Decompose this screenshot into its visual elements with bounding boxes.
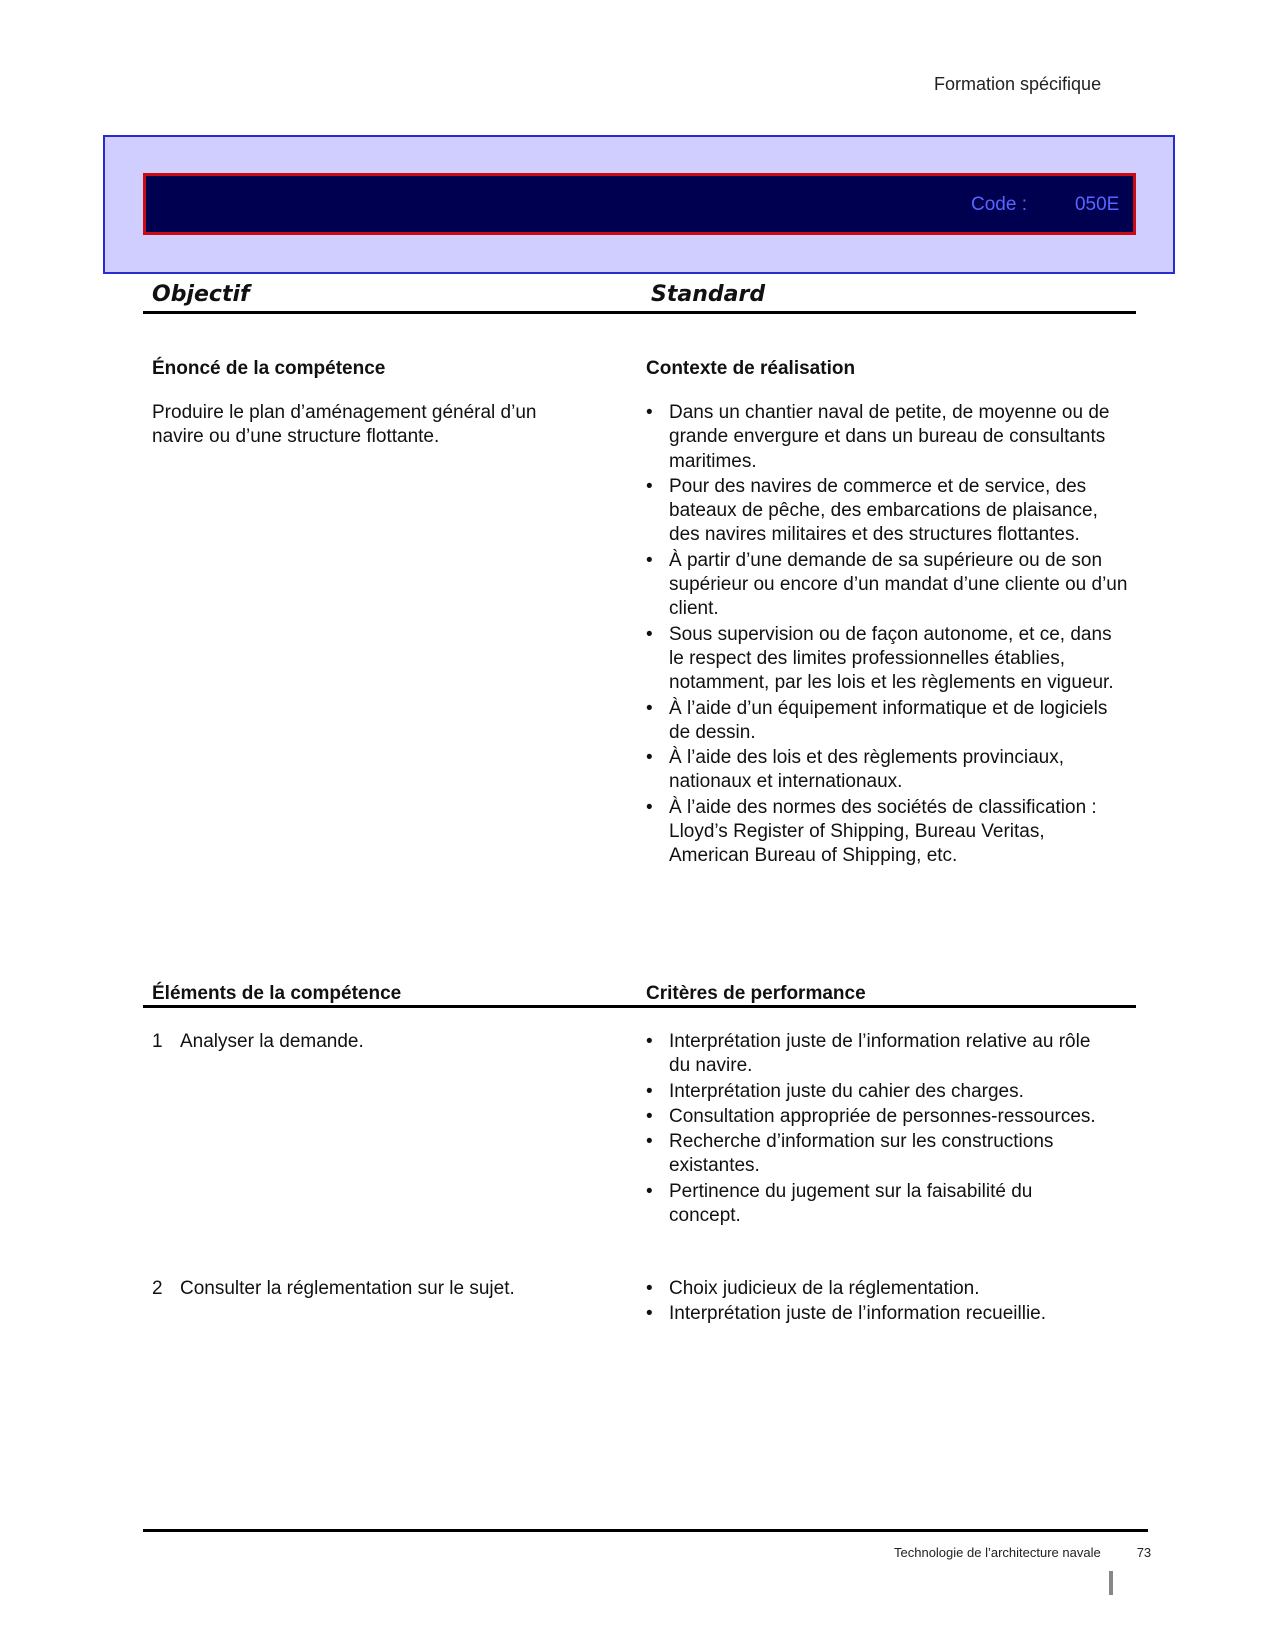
criterion-item: • Interprétation juste de l’information recueillie. [646, 1302, 1096, 1326]
context-item: • À l’aide des normes des sociétés de classification : Lloyd’s Register of Shipping, Bureau Veritas, American Bureau of Shipping, etc. [646, 796, 1128, 869]
competence-statement: Produire le plan d’aménagement général d’un navire ou d’une structure flottante. [152, 402, 537, 448]
context-item: • À l’aide des lois et des règlements provinciaux, nationaux et internationaux. [646, 746, 1128, 795]
criteria-list [646, 1030, 1096, 1228]
context-item: • Pour des navires de commerce et de service, des bateaux de pêche, des embarcations de plaisance, des navires militaires et des structures flottantes. [646, 475, 1128, 548]
element-label: Consulter la réglementation sur le sujet. [180, 1278, 515, 1299]
element-number: 2 [152, 1278, 163, 1299]
page-footer [894, 1545, 1151, 1560]
criteria-list [646, 1277, 1096, 1327]
page-number: 73 [1136, 1545, 1152, 1560]
program-label: Formation spécifique [934, 74, 1102, 94]
element-number: 1 [152, 1031, 163, 1052]
competency-code [971, 194, 1119, 216]
criterion-item: • Recherche d’information sur les constructions existantes. [646, 1130, 1096, 1179]
criterion-item: • Consultation appropriée de personnes-ressources. [646, 1105, 1096, 1129]
statement-heading: Énoncé de la compétence [152, 358, 386, 379]
context-list [646, 401, 1128, 869]
elements-rule [143, 1005, 1136, 1008]
context-item: • À partir d’une demande de sa supérieure ou de son supérieur ou encore d’un mandat d’une cliente ou d’un client. [646, 549, 1128, 622]
margin-marker [1109, 1571, 1113, 1595]
context-heading: Contexte de réalisation [646, 358, 856, 379]
element-item [152, 1277, 515, 1301]
standard-heading: Standard [651, 282, 766, 307]
footer-program-name: Technologie de l’architecture navale [894, 1545, 1101, 1560]
criterion-item: • Pertinence du jugement sur la faisabilité du concept. [646, 1180, 1096, 1229]
code-value: 050E [1074, 194, 1120, 215]
context-item: • À l’aide d’un équipement informatique et de logiciels de dessin. [646, 697, 1128, 746]
elements-heading: Éléments de la compétence [152, 983, 402, 1004]
element-label: Analyser la demande. [180, 1031, 364, 1052]
code-label: Code : [971, 194, 1027, 215]
context-item: • Dans un chantier naval de petite, de moyenne ou de grande envergure et dans un bureau de consultants maritimes. [646, 401, 1128, 474]
element-item [152, 1030, 364, 1054]
criterion-item: • Interprétation juste de l’information relative au rôle du navire. [646, 1030, 1096, 1079]
footer-rule [143, 1529, 1148, 1532]
criterion-item: • Interprétation juste du cahier des charges. [646, 1080, 1096, 1104]
objective-heading: Objectif [152, 282, 250, 307]
criterion-item: • Choix judicieux de la réglementation. [646, 1277, 1096, 1301]
criteria-heading: Critères de performance [646, 983, 866, 1004]
header-rule [143, 311, 1136, 314]
context-item: • Sous supervision ou de façon autonome, et ce, dans le respect des limites professionnelles établies, notamment, par les lois et les règlements en vigueur. [646, 623, 1128, 696]
